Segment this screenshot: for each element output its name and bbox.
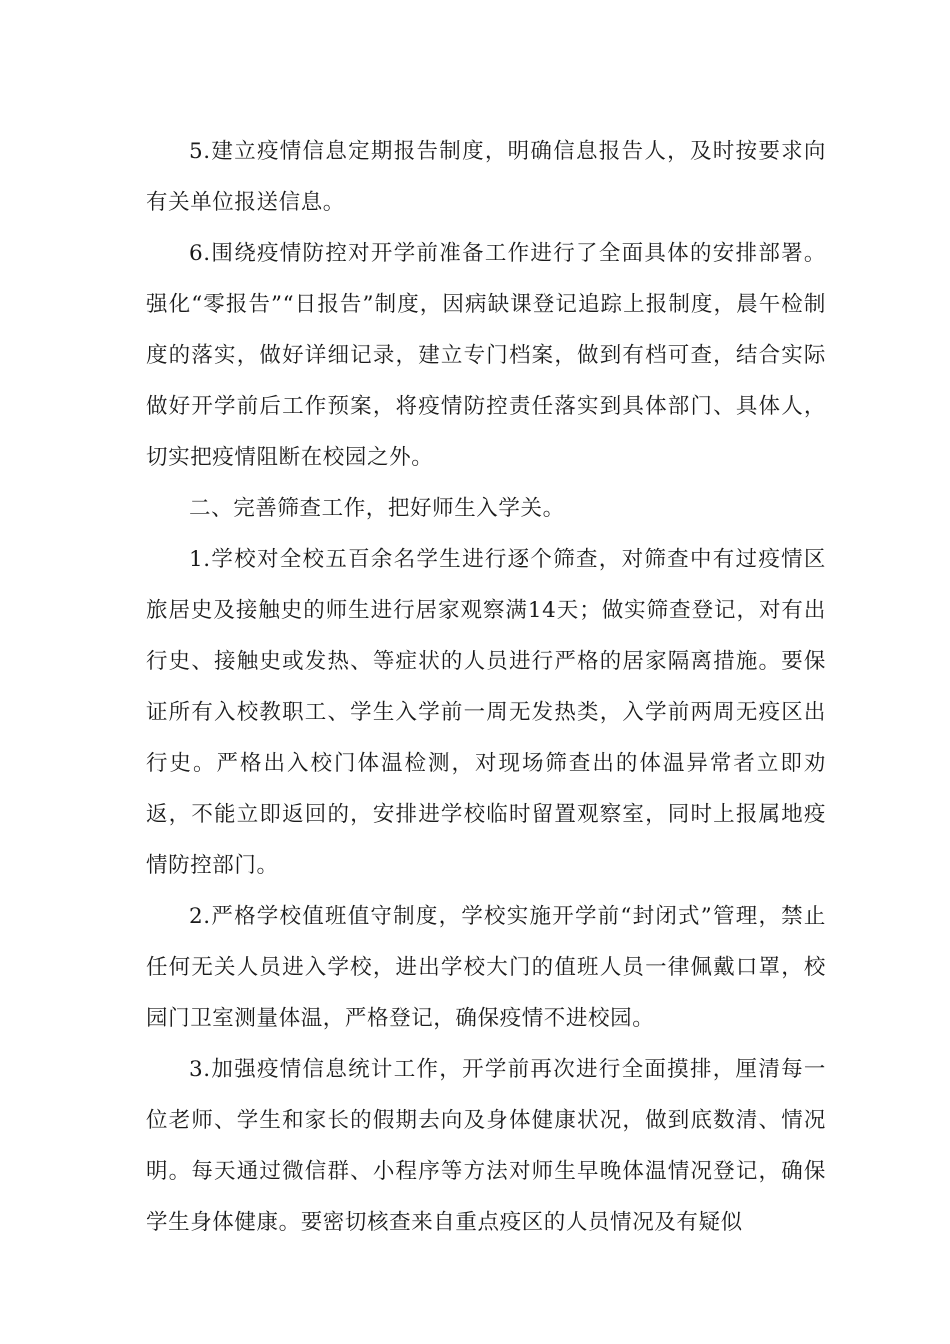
section-heading-screening: 二、完善筛查工作，把好师生入学关。 — [189, 496, 565, 521]
document-body — [146, 126, 826, 1248]
paragraph-student-screening: 1.学校对全校五百余名学生进行逐个筛查，对筛查中有过疫情区旅居史及接触史的师生进行居家观察满14天；做实筛查登记，对有出行史、接触史或发热、等症状的人员进行严格的居家隔离措施。要保证所有入校教职工、学生入学前一周无发热类，入学前两周无疫区出行史。严格出入校门体温检测，对现场筛查出的体温异常者立即劝返，不能立即返回的，安排进学校临时留置观察室，同时上报属地疫情防控部门。 — [146, 547, 826, 878]
paragraph-report-system: 5.建立疫情信息定期报告制度，明确信息报告人，及时按要求向有关单位报送信息。 — [146, 139, 826, 215]
paragraph-duty-system: 2.严格学校值班值守制度，学校实施开学前“封闭式”管理，禁止任何无关人员进入学校，进出学校大门的值班人员一律佩戴口罩，校园门卫室测量体温，严格登记，确保疫情不进校园。 — [146, 904, 826, 1031]
paragraph-statistics-work: 3.加强疫情信息统计工作，开学前再次进行全面摸排，厘清每一位老师、学生和家长的假期去向及身体健康状况，做到底数清、情况明。每天通过微信群、小程序等方法对师生早晚体温情况登记，确保学生身体健康。要密切核查来自重点疫区的人员情况及有疑似 — [146, 1057, 826, 1235]
paragraph-preparation-arrangement: 6.围绕疫情防控对开学前准备工作进行了全面具体的安排部署。强化“零报告”“日报告”制度，因病缺课登记追踪上报制度，晨午检制度的落实，做好详细记录，建立专门档案，做到有档可查，结合实际做好开学前后工作预案，将疫情防控责任落实到具体部门、具体人，切实把疫情阻断在校园之外。 — [146, 241, 826, 470]
